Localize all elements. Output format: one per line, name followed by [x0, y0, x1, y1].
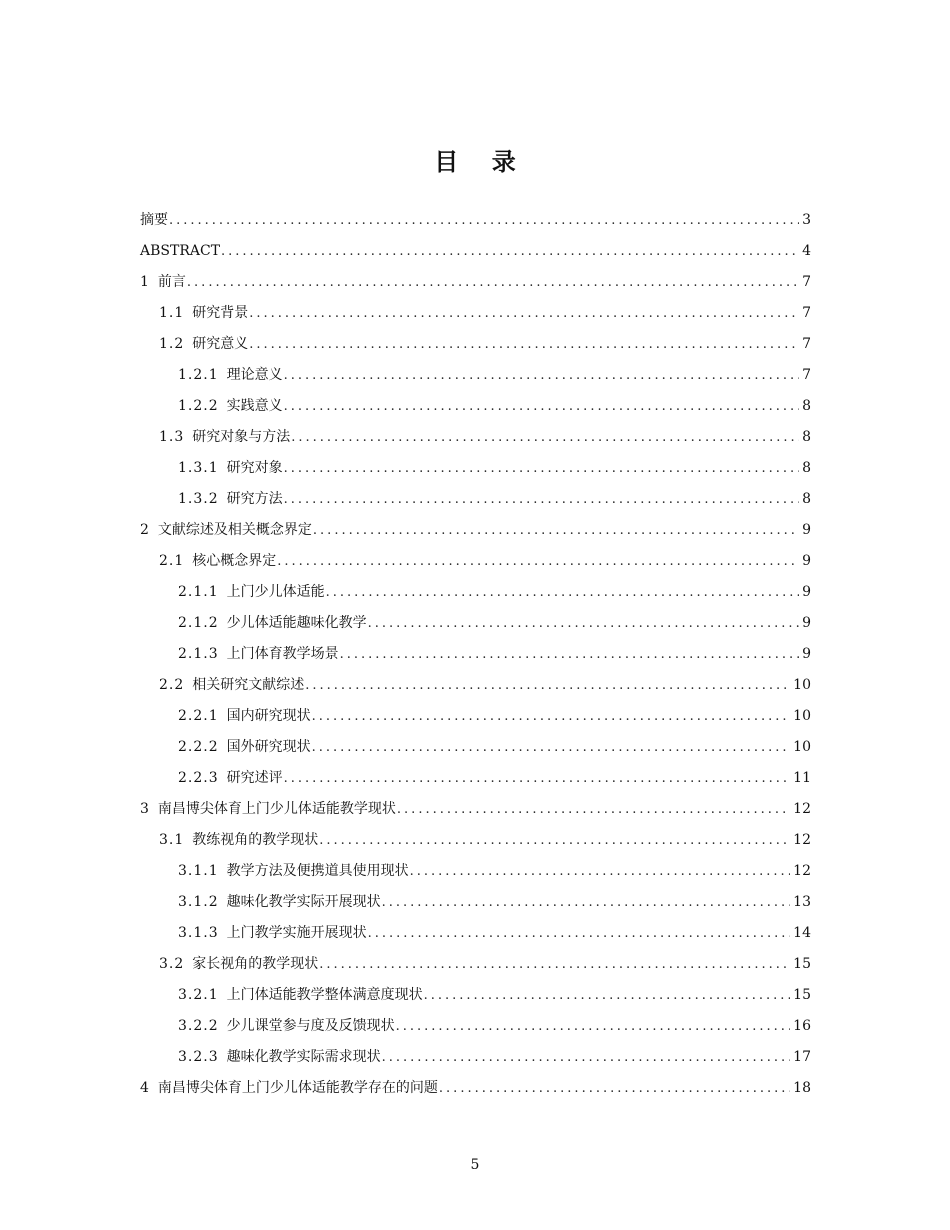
toc-entry-number: 2.1.3 — [178, 646, 219, 662]
toc-entry-label: 摘要 — [140, 212, 168, 228]
toc-entry-label: 相关研究文献综述 — [192, 677, 305, 693]
toc-entry-page: 14 — [793, 925, 811, 941]
toc-entry-page: 9 — [802, 522, 811, 538]
toc-entry[interactable] — [140, 670, 811, 701]
toc-entry-label: 上门体育教学场景 — [226, 646, 339, 662]
toc-entry-number: 1.3.2 — [178, 491, 219, 507]
toc-entry-number: 3.2.3 — [178, 1049, 219, 1065]
toc-entry[interactable] — [140, 887, 811, 918]
toc-entry-number: 3.1 — [159, 832, 185, 848]
toc-entry-number: 2.1.2 — [178, 615, 219, 631]
toc-entry-number: 4 — [140, 1080, 150, 1096]
toc-dot-leader — [284, 763, 791, 794]
toc-entry-number: 3.1.1 — [178, 863, 219, 879]
toc-dot-leader — [439, 1073, 790, 1104]
toc-entry[interactable] — [140, 453, 811, 484]
toc-dot-leader — [424, 980, 791, 1011]
toc-entry-page: 10 — [793, 739, 811, 755]
toc-dot-leader — [284, 360, 799, 391]
toc-entry-number: 3.1.3 — [178, 925, 219, 941]
toc-entry-page: 7 — [802, 305, 811, 321]
toc-entry-number: 3 — [140, 801, 150, 817]
toc-dot-leader — [319, 825, 790, 856]
toc-dot-leader — [221, 236, 799, 267]
toc-entry-page: 15 — [793, 956, 811, 972]
toc-entry[interactable] — [140, 639, 811, 670]
toc-entry[interactable] — [140, 1011, 811, 1042]
toc-dot-leader — [249, 298, 799, 329]
toc-entry-number: 1.1 — [159, 305, 185, 321]
toc-entry-page: 16 — [793, 1018, 811, 1034]
toc-entry-number: 2 — [140, 522, 150, 538]
toc-dot-leader — [368, 918, 791, 949]
toc-entry-page: 8 — [802, 429, 811, 445]
toc-entry-number: 3.2.1 — [178, 987, 219, 1003]
toc-dot-leader — [396, 1011, 791, 1042]
toc-dot-leader — [340, 639, 799, 670]
toc-entry-page: 9 — [802, 615, 811, 631]
toc-entry-number: 1.2 — [159, 336, 185, 352]
toc-entry[interactable] — [140, 422, 811, 453]
toc-entry-number: 3.2.2 — [178, 1018, 219, 1034]
toc-dot-leader — [368, 608, 799, 639]
toc-entry-page: 12 — [793, 863, 811, 879]
toc-entry-label: 研究对象与方法 — [192, 429, 291, 445]
toc-entry[interactable] — [140, 267, 811, 298]
toc-entry-label: 前言 — [157, 274, 186, 290]
toc-entry-number: 2.2.1 — [178, 708, 219, 724]
toc-entry-number: 3.1.2 — [178, 894, 219, 910]
toc-entry[interactable] — [140, 205, 811, 236]
toc-entry[interactable] — [140, 515, 811, 546]
toc-entry[interactable] — [140, 949, 811, 980]
toc-entry-label: 上门教学实施开展现状 — [226, 925, 367, 941]
toc-dot-leader — [187, 267, 799, 298]
toc-entry-page: 11 — [793, 770, 811, 786]
toc-dot-leader — [277, 546, 799, 577]
toc-entry-page: 4 — [802, 243, 811, 259]
toc-entry[interactable] — [140, 298, 811, 329]
toc-dot-leader — [326, 577, 799, 608]
toc-entry[interactable] — [140, 825, 811, 856]
toc-entry-number: 1.3.1 — [178, 460, 219, 476]
toc-entry-label: 核心概念界定 — [192, 553, 277, 569]
toc-entry-label: 趣味化教学实际开展现状 — [226, 894, 381, 910]
toc-entry-label: 南昌博尖体育上门少儿体适能教学现状 — [157, 801, 396, 817]
toc-dot-leader — [291, 422, 799, 453]
page-title: 目 录 — [434, 148, 516, 176]
toc-entry-page: 9 — [802, 646, 811, 662]
toc-entry-label: 研究述评 — [226, 770, 283, 786]
toc-entry[interactable] — [140, 701, 811, 732]
toc-entry-number: 1 — [140, 274, 150, 290]
toc-entry[interactable] — [140, 360, 811, 391]
toc-entry-label: 研究背景 — [192, 305, 249, 321]
toc-entry-page: 8 — [802, 460, 811, 476]
toc-dot-leader — [249, 329, 799, 360]
toc-entry-page: 7 — [802, 367, 811, 383]
toc-entry[interactable] — [140, 329, 811, 360]
toc-entry-label: 理论意义 — [226, 367, 283, 383]
toc-entry-label: 少儿体适能趣味化教学 — [226, 615, 367, 631]
toc-dot-leader — [284, 453, 799, 484]
toc-entry[interactable] — [140, 763, 811, 794]
toc-entry[interactable] — [140, 608, 811, 639]
toc-entry-number: 2.2.2 — [178, 739, 219, 755]
toc-entry[interactable] — [140, 918, 811, 949]
toc-entry[interactable] — [140, 391, 811, 422]
toc-entry[interactable] — [140, 546, 811, 577]
toc-dot-leader — [410, 856, 791, 887]
toc-entry-number: 2.2.3 — [178, 770, 219, 786]
toc-entry-label: 家长视角的教学现状 — [192, 956, 319, 972]
toc-entry[interactable] — [140, 484, 811, 515]
toc-entry-label: 国内研究现状 — [226, 708, 311, 724]
toc-entry-number: 1.2.1 — [178, 367, 219, 383]
toc-entry-page: 18 — [793, 1080, 811, 1096]
toc-entry[interactable] — [140, 732, 811, 763]
toc-entry-page: 8 — [802, 491, 811, 507]
toc-entry-label: 南昌博尖体育上门少儿体适能教学存在的问题 — [157, 1080, 438, 1096]
toc-entry-label: 上门体适能教学整体满意度现状 — [226, 987, 423, 1003]
toc-entry-label: 教学方法及便携道具使用现状 — [226, 863, 409, 879]
toc-entry-label: 上门少儿体适能 — [226, 584, 325, 600]
toc-dot-leader — [312, 732, 791, 763]
toc-entry-label: ABSTRACT — [140, 243, 221, 259]
toc-entry-number: 2.2 — [159, 677, 185, 693]
toc-entry-label: 实践意义 — [226, 398, 283, 414]
toc-entry[interactable] — [140, 1073, 811, 1104]
toc-entry-label: 趣味化教学实际需求现状 — [226, 1049, 381, 1065]
toc-entry-number: 2.1.1 — [178, 584, 219, 600]
toc-entry-page: 13 — [793, 894, 811, 910]
toc-entry-number: 2.1 — [159, 553, 185, 569]
toc-entry-number: 1.2.2 — [178, 398, 219, 414]
toc-entry-page: 17 — [793, 1049, 811, 1065]
toc-entry[interactable] — [140, 236, 811, 267]
toc-dot-leader — [397, 794, 790, 825]
toc-dot-leader — [312, 701, 791, 732]
toc-dot-leader — [313, 515, 799, 546]
toc-entry-page: 8 — [802, 398, 811, 414]
toc-entry-number: 1.3 — [159, 429, 185, 445]
toc-entry[interactable] — [140, 577, 811, 608]
toc-dot-leader — [284, 484, 799, 515]
toc-entry-label: 研究意义 — [192, 336, 249, 352]
toc-entry-page: 12 — [793, 832, 811, 848]
toc-entry-label: 少儿课堂参与度及反馈现状 — [226, 1018, 395, 1034]
table-of-contents — [140, 205, 811, 1104]
toc-entry-page: 15 — [793, 987, 811, 1003]
toc-dot-leader — [305, 670, 790, 701]
toc-entry-label: 教练视角的教学现状 — [192, 832, 319, 848]
toc-entry-page: 7 — [802, 274, 811, 290]
toc-entry-label: 文献综述及相关概念界定 — [157, 522, 312, 538]
toc-entry[interactable] — [140, 980, 811, 1011]
toc-entry-label: 研究对象 — [226, 460, 283, 476]
toc-entry-page: 9 — [802, 553, 811, 569]
toc-entry-page: 10 — [793, 708, 811, 724]
toc-dot-leader — [382, 1042, 791, 1073]
toc-entry-page: 9 — [802, 584, 811, 600]
toc-dot-leader — [382, 887, 791, 918]
toc-entry[interactable] — [140, 1042, 811, 1073]
toc-entry-page: 12 — [793, 801, 811, 817]
toc-entry[interactable] — [140, 794, 811, 825]
toc-entry-number: 3.2 — [159, 956, 185, 972]
toc-entry-label: 国外研究现状 — [226, 739, 311, 755]
toc-entry-page: 10 — [793, 677, 811, 693]
toc-entry-label: 研究方法 — [226, 491, 283, 507]
toc-entry-page: 7 — [802, 336, 811, 352]
toc-dot-leader — [284, 391, 799, 422]
toc-entry-page: 3 — [802, 212, 811, 228]
toc-dot-leader — [169, 205, 799, 236]
toc-dot-leader — [319, 949, 790, 980]
page-number: 5 — [470, 1157, 480, 1173]
toc-entry[interactable] — [140, 856, 811, 887]
